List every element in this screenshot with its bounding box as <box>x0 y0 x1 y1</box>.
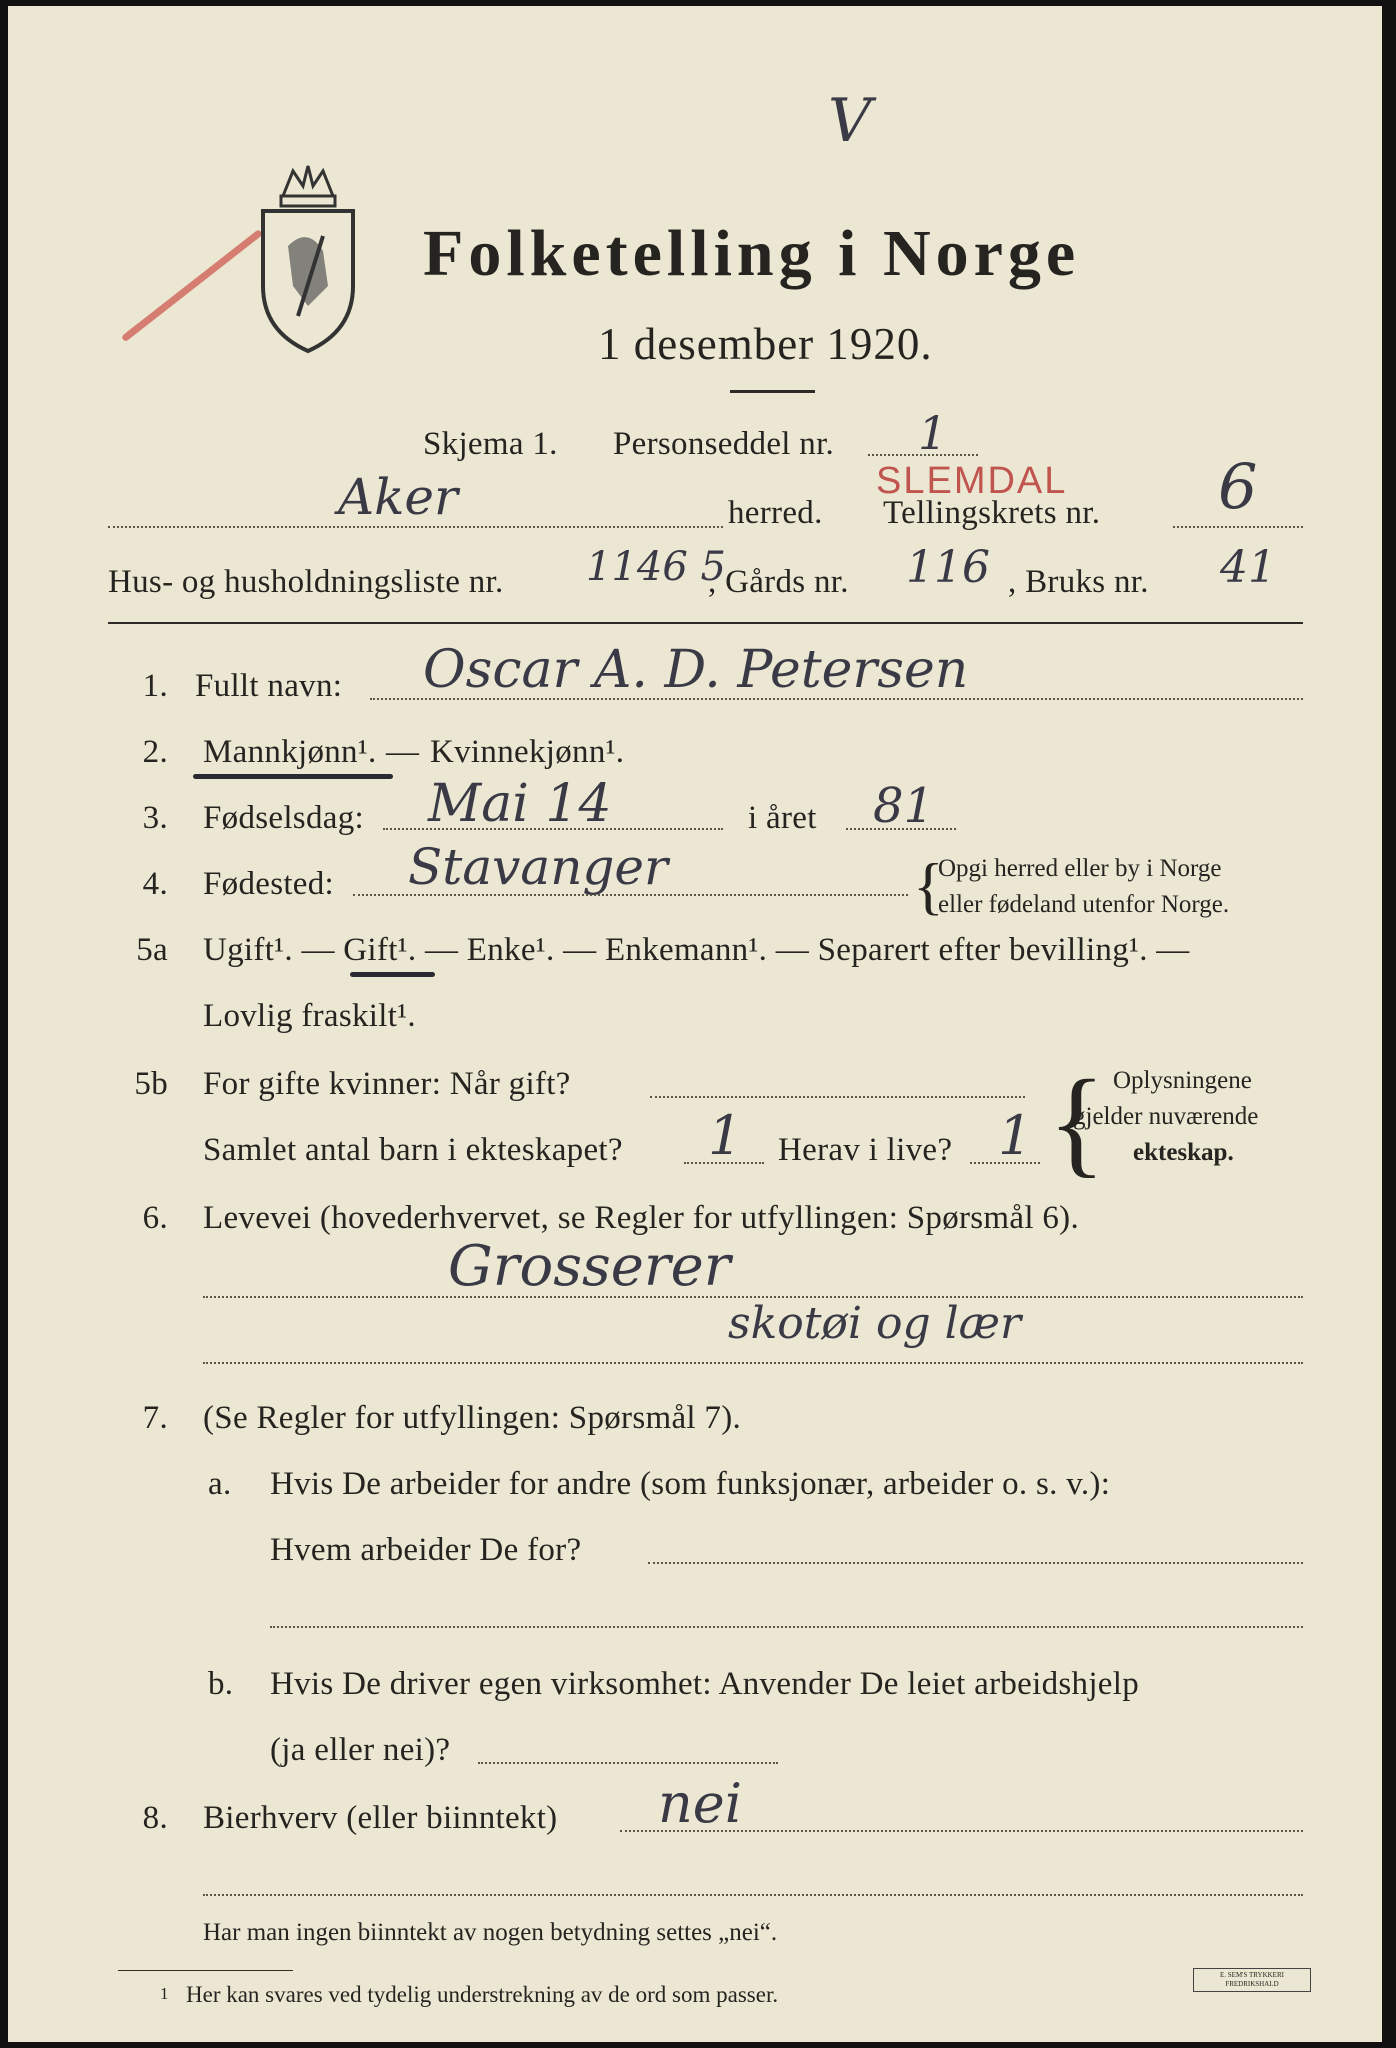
q2-number: 2. <box>142 734 168 770</box>
slemdal-stamp: SLEMDAL <box>876 460 1068 502</box>
q2-male-underline <box>193 774 393 779</box>
q4-value: Stavanger <box>408 838 668 896</box>
q5b-note-line1: Oplysningene <box>1113 1067 1252 1094</box>
q5b-alive-label: Herav i live? <box>778 1132 953 1168</box>
q7a-line1: Hvis De arbeider for andre (som funksjonær, arbeider o. s. v.): <box>270 1466 1111 1502</box>
q3-line <box>383 828 723 830</box>
tellingskrets-value: 6 <box>1218 450 1258 523</box>
footnote-rule <box>118 1970 293 1971</box>
q3-value: Mai 14 <box>428 774 612 834</box>
footnote-mark: 1 <box>160 1984 169 2003</box>
q5b-note-line3: ekteskap. <box>1133 1139 1234 1166</box>
q2-female: Kvinnekjønn¹. <box>430 734 625 770</box>
herred-label: herred. <box>728 495 823 531</box>
q1-line <box>370 698 1303 700</box>
footer-note: Har man ingen biinntekt av nogen betydning settes „nei“. <box>203 1919 778 1946</box>
q1-number: 1. <box>142 668 168 704</box>
q8-number: 8. <box>142 1800 168 1836</box>
q5b-children-label: Samlet antal barn i ekteskapet? <box>203 1132 623 1168</box>
q1-label: Fullt navn: <box>195 668 343 704</box>
q5b-married-line <box>650 1096 1025 1098</box>
q4-brace: { <box>913 850 944 921</box>
q5b-note-line2: gjelder nuværende <box>1073 1103 1259 1130</box>
footnote-text: Her kan svares ved tydelig understrekning av de ord som passer. <box>186 1982 779 2007</box>
q7a-letter: a. <box>208 1466 232 1502</box>
q7b-line-answer <box>478 1762 778 1764</box>
q8-label: Bierhverv (eller biinntekt) <box>203 1800 558 1836</box>
q3-label: Fødselsdag: <box>203 800 364 836</box>
q4-label: Fødested: <box>203 866 335 902</box>
herred-value: Aker <box>338 468 458 526</box>
q5b-alive-line <box>970 1162 1040 1164</box>
q1-value: Oscar A. D. Petersen <box>423 640 969 700</box>
q5b-children-value: 1 <box>708 1104 743 1167</box>
q3-number: 3. <box>142 800 168 836</box>
gards-value: 116 <box>906 542 990 593</box>
q4-note-line1: Opgi herred eller by i Norge <box>938 855 1222 882</box>
q8-line1 <box>620 1830 1303 1832</box>
bruks-label: , Bruks nr. <box>1008 564 1149 600</box>
form-title: Folketelling i Norge <box>423 217 1081 290</box>
census-form-page <box>8 6 1382 2042</box>
q5a-number: 5a <box>136 932 168 968</box>
q6-value2: skotøi og lær <box>728 1298 1022 1349</box>
q6-label: Levevei (hovederhvervet, se Regler for utfyllingen: Spørsmål 6). <box>203 1200 1080 1236</box>
q4-note-line2: eller fødeland utenfor Norge. <box>938 891 1230 918</box>
tellingskrets-line <box>1173 526 1303 528</box>
q6-value1: Grosserer <box>448 1234 731 1299</box>
q5b-children-line <box>684 1162 764 1164</box>
header-rule <box>108 622 1303 624</box>
herred-line <box>108 526 723 528</box>
q3-year-line <box>846 828 956 830</box>
q7b-letter: b. <box>208 1666 234 1702</box>
q8-value: nei <box>658 1772 743 1835</box>
q5a-gift-underline <box>350 972 435 977</box>
q7a-line-answer1 <box>648 1562 1303 1564</box>
q2-male: Mannkjønn¹. <box>203 734 377 770</box>
title-divider <box>730 390 815 393</box>
tellingskrets-label: Tellingskrets nr. <box>883 495 1101 531</box>
q5b-alive-value: 1 <box>998 1104 1033 1167</box>
liste-label: Hus- og husholdningsliste nr. <box>108 564 504 600</box>
q7b-line2: (ja eller nei)? <box>270 1732 451 1768</box>
coat-of-arms-icon <box>253 156 363 356</box>
q6-line2 <box>203 1362 1303 1364</box>
q2-sep: — <box>386 734 420 770</box>
q7a-line-answer2 <box>270 1626 1303 1628</box>
q5b-brace: { <box>1048 1055 1106 1188</box>
q3-year-label: i året <box>748 800 817 836</box>
q6-number: 6. <box>142 1200 168 1236</box>
q7-number: 7. <box>142 1400 168 1436</box>
schema-label: Skjema 1. <box>423 426 558 462</box>
liste-value: 1146 5 <box>586 544 726 590</box>
personseddel-label: Personseddel nr. <box>613 426 835 462</box>
q7b-line1: Hvis De driver egen virksomhet: Anvender De leiet arbeidshjelp <box>270 1666 1140 1702</box>
q5b-married-label: For gifte kvinner: Når gift? <box>203 1066 571 1102</box>
q4-number: 4. <box>142 866 168 902</box>
personseddel-value: 1 <box>918 406 948 460</box>
gards-label: , Gårds nr. <box>708 564 849 600</box>
q4-line <box>353 894 908 896</box>
q5a-line1: Ugift¹. — Gift¹. — Enke¹. — Enkemann¹. — Separert efter bevilling¹. — <box>203 932 1190 968</box>
bruks-value: 41 <box>1220 542 1276 593</box>
q5b-number: 5b <box>134 1066 168 1102</box>
q7-label: (Se Regler for utfyllingen: Spørsmål 7). <box>203 1400 742 1436</box>
census-date: 1 desember 1920. <box>598 319 933 369</box>
printer-mark: E. SEM'S TRYKKERI FREDRIKSHALD <box>1193 1968 1311 1992</box>
q8-line2 <box>203 1894 1303 1896</box>
q5a-line2: Lovlig fraskilt¹. <box>203 998 416 1034</box>
q3-year-value: 81 <box>873 778 935 834</box>
check-mark: V <box>828 86 872 156</box>
q7a-line2: Hvem arbeider De for? <box>270 1532 582 1568</box>
red-pen-mark <box>121 229 263 342</box>
